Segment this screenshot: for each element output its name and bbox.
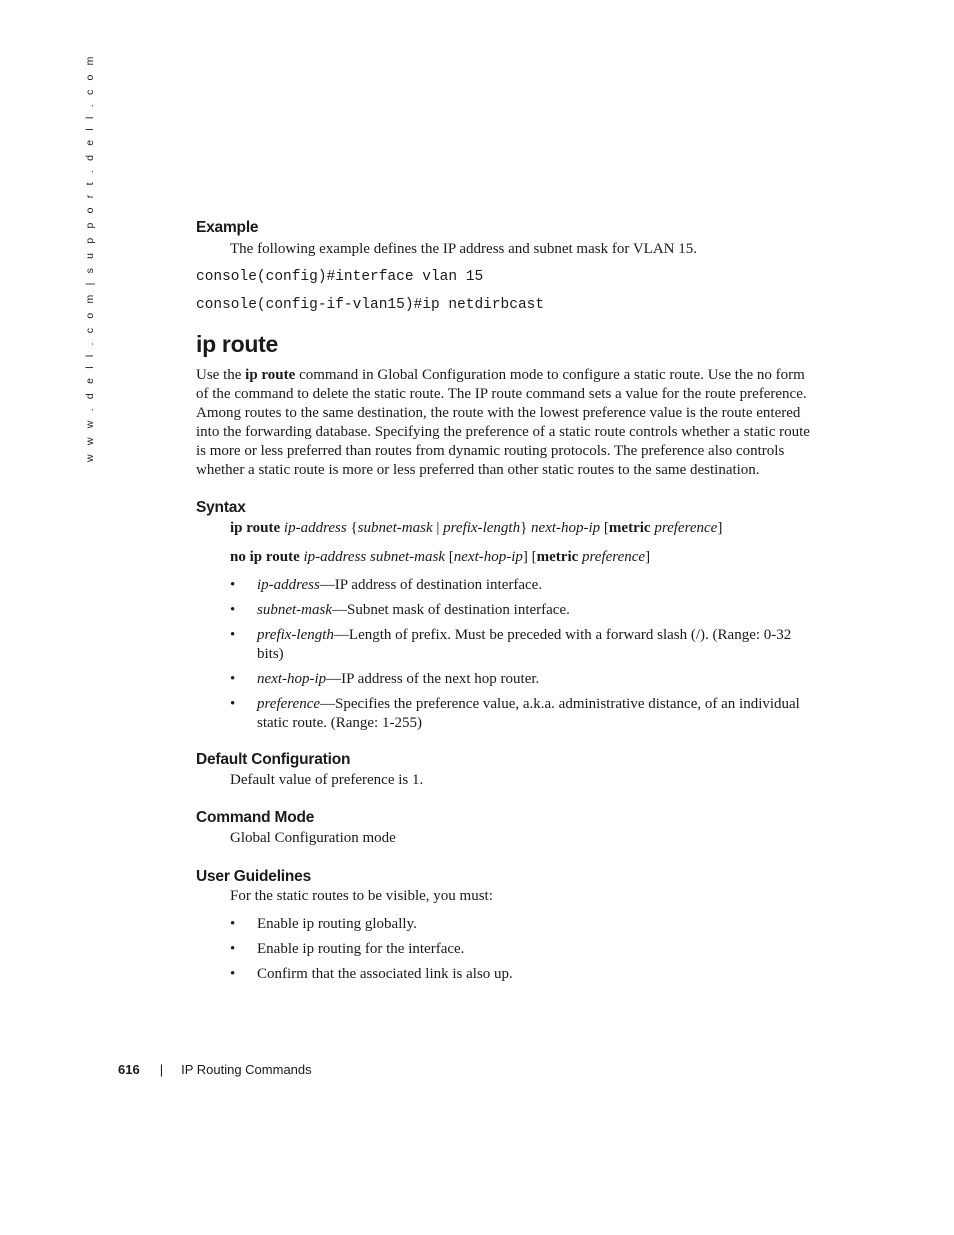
syntax-heading: Syntax: [196, 499, 246, 516]
syntax-line: [230, 548, 816, 567]
syntax-punct: [: [445, 549, 454, 565]
list-item: • Enable ip routing for the interface.: [230, 940, 816, 959]
syntax-arg: next-hop-ip: [453, 549, 523, 565]
syntax-punct: }: [520, 520, 532, 536]
syntax-punct: ] [: [522, 549, 537, 565]
syntax-command: no ip route: [230, 549, 300, 565]
syntax-command: ip route: [230, 520, 281, 536]
syntax-arg: preference: [582, 549, 646, 565]
list-item: [230, 601, 816, 620]
param-name: preference: [257, 696, 321, 712]
syntax-punct: ]: [645, 549, 651, 565]
page-content: [196, 218, 816, 984]
list-item: [230, 695, 816, 733]
syntax-arg: ip-address: [283, 520, 347, 536]
syntax-keyword: metric: [536, 549, 579, 565]
intro-text: command in Global Configuration mode to configure a static route. Use the no form of the command to delete the static route. The IP route command sets a value for the route preference. Among routes to the same destination, the route with the lowest preference value is the route entered into the forwarding database. Specifying the preference of a static route controls whether a static route is more or less preferred than routes from dynamic routing protocols. The preference also controls whether a static route is more or less preferred than other static routes to the same destination.: [196, 367, 810, 478]
default-config-heading: Default Configuration: [196, 751, 351, 768]
intro-paragraph: [196, 366, 816, 480]
param-desc: —IP address of destination interface.: [319, 577, 543, 593]
syntax-arg: preference: [654, 520, 718, 536]
intro-text: Use the: [196, 367, 246, 383]
page-number: 616: [118, 1062, 140, 1077]
syntax-punct: [: [600, 520, 609, 536]
syntax-punct: |: [432, 520, 444, 536]
default-config-text: Default value of preference is 1.: [230, 772, 424, 788]
syntax-arg: ip-address subnet-mask: [303, 549, 445, 565]
code-line: console(config)#interface vlan 15: [196, 269, 484, 285]
user-guidelines-text: For the static routes to be visible, you must:: [230, 888, 493, 904]
syntax-punct: {: [346, 520, 358, 536]
param-name: ip-address: [257, 577, 320, 593]
param-list: [196, 576, 816, 733]
syntax-keyword: metric: [608, 520, 651, 536]
chapter-title: IP Routing Commands: [181, 1062, 312, 1077]
param-desc: —IP address of the next hop router.: [326, 671, 540, 687]
syntax-arg: prefix-length: [443, 520, 521, 536]
param-desc: —Specifies the preference value, a.k.a. administrative distance, of an individual static route. (Range: 1-255): [257, 696, 800, 731]
param-desc: —Subnet mask of destination interface.: [332, 602, 570, 618]
syntax-line: [230, 519, 816, 538]
example-heading: Example: [196, 219, 259, 236]
list-item: [230, 670, 816, 689]
section-title: ip route: [196, 331, 278, 357]
param-desc: —Length of prefix. Must be preceded with a forward slash (/). (Range: 0-32 bits): [257, 627, 792, 662]
syntax-arg: subnet-mask: [357, 520, 433, 536]
command-mode-text: Global Configuration mode: [230, 830, 396, 846]
syntax-punct: ]: [717, 520, 723, 536]
example-description: The following example defines the IP address and subnet mask for VLAN 15.: [230, 241, 697, 257]
code-line: console(config-if-vlan15)#ip netdirbcast: [196, 297, 545, 313]
page-footer: [118, 1062, 312, 1078]
user-guidelines-heading: User Guidelines: [196, 868, 312, 885]
side-url: w w w . d e l l . c o m | s u p p o r t . d e l l . c o m: [84, 53, 96, 462]
list-item: [230, 626, 816, 664]
param-name: next-hop-ip: [257, 671, 327, 687]
list-item: • Enable ip routing globally.: [230, 915, 816, 934]
command-mode-heading: Command Mode: [196, 809, 315, 826]
footer-separator: |: [159, 1062, 164, 1077]
intro-command: ip route: [245, 367, 296, 383]
list-item: [230, 576, 816, 595]
param-name: prefix-length: [257, 627, 334, 643]
list-item: • Confirm that the associated link is also up.: [230, 965, 816, 984]
syntax-arg: next-hop-ip: [531, 520, 601, 536]
param-name: subnet-mask: [257, 602, 332, 618]
guideline-list: [196, 915, 816, 984]
